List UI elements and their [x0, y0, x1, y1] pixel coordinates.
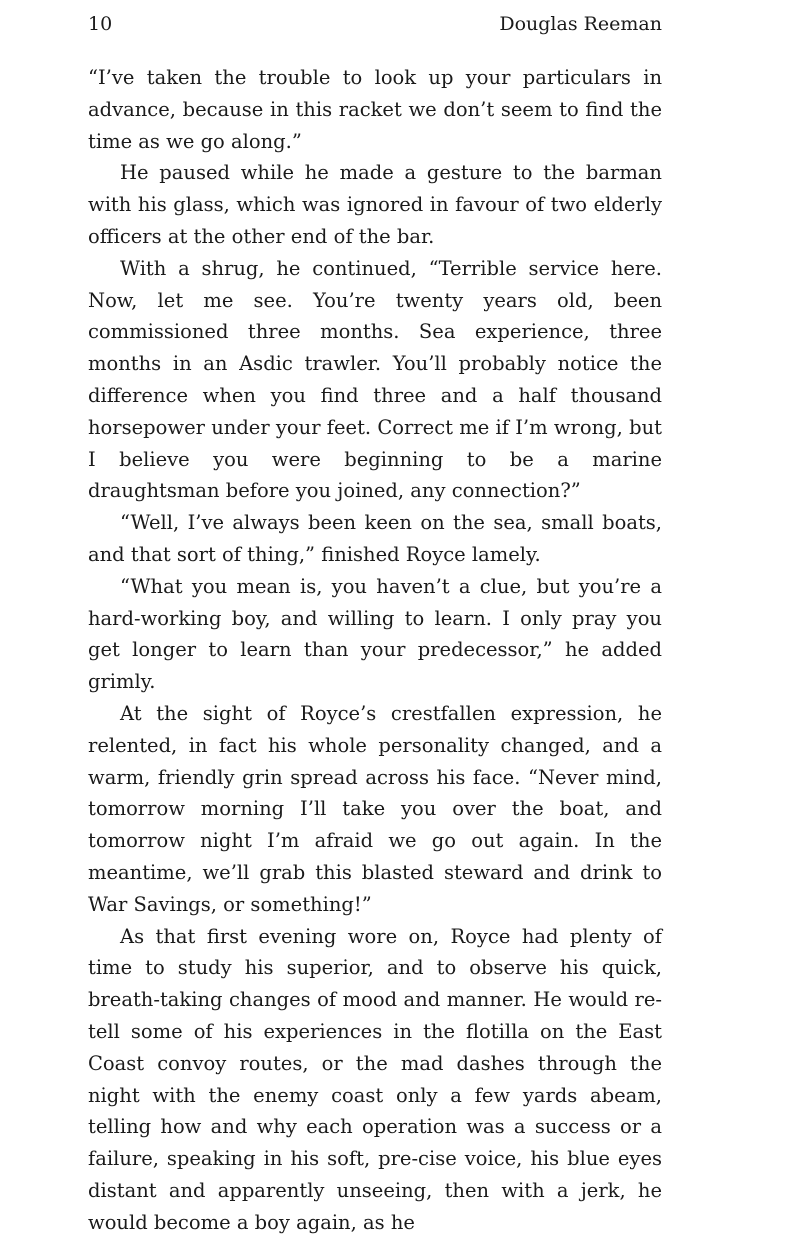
body-text	[88, 62, 662, 1238]
paragraph: At the sight of Royce’s crestfallen expression, he relented, in fact his whole personality changed, and a warm, friendly grin spread across his face. “Never mind, tomorrow morning I’ll take you over the boat, and tomorrow night I’m afraid we go out again. In the meantime, we’ll grab this blasted steward and drink to War Savings, or something!”	[88, 701, 662, 916]
paragraph: He paused while he made a gesture to the barman with his glass, which was ignored in favour of two elderly officers at the other end of the bar.	[88, 161, 662, 248]
book-page	[88, 10, 662, 1238]
paragraph: “Well, I’ve always been keen on the sea, small boats, and that sort of thing,” finished Royce lamely.	[88, 511, 662, 566]
paragraph: “I’ve taken the trouble to look up your particulars in advance, because in this racket we don’t seem to find the time as we go along.”	[88, 66, 662, 153]
running-title: Douglas Reeman	[499, 13, 662, 35]
running-head	[88, 10, 662, 40]
page-number: 10	[88, 13, 113, 35]
paragraph: “What you mean is, you haven’t a clue, but you’re a hard-working boy, and willing to learn. I only pray you get longer to learn than your predecessor,” he added grimly.	[88, 574, 662, 694]
paragraph: With a shrug, he continued, “Terrible service here. Now, let me see. You’re twenty years old, been commissioned three months. Sea experience, three months in an Asdic trawler. You’ll probably notice the difference when you find three and a half thousand horsepower under your feet. Correct me if I’m wrong, but I believe you were beginning to be a marine draughtsman before you joined, any connection?”	[88, 256, 662, 503]
paragraph: As that first evening wore on, Royce had plenty of time to study his superior, and to observe his quick, breath-taking changes of mood and manner. He would re-tell some of his experiences in the flotilla on the East Coast convoy routes, or the mad dashes through the night with the enemy coast only a few yards abeam, telling how and why each operation was a success or a failure, speaking in his soft, pre-cise voice, his blue eyes distant and apparently unseeing, then with a jerk, he would become a boy again, as he	[88, 924, 662, 1234]
